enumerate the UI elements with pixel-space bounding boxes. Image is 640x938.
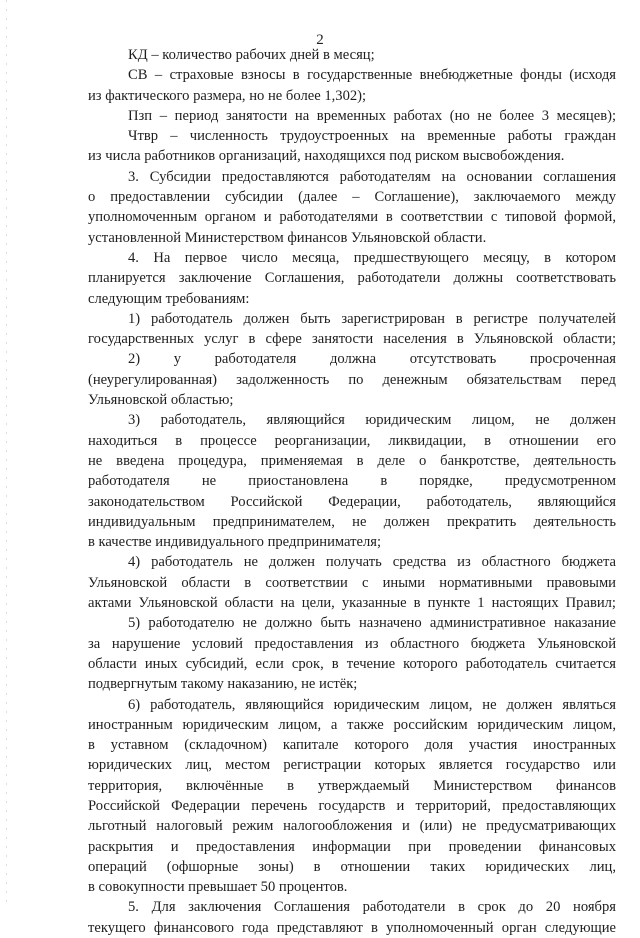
text-line: из фактического размера, но не более 1,302); — [88, 87, 367, 104]
text-line: Чтвр – численность трудоустроенных на временные работы граждан — [128, 128, 616, 145]
text-line: 4. На первое число месяца, предшествующего месяцу, в котором — [128, 249, 616, 266]
text-line: о предоставлении субсидии (далее – Соглашение), заключаемого между — [88, 189, 616, 206]
text-line: законодательством Российской Федерации, работодатель, являющийся — [88, 493, 616, 510]
text-line: 5) работодателю не должно быть назначено административное наказание — [128, 615, 616, 632]
text-line: 3. Субсидии предоставляются работодателям на основании соглашения — [128, 168, 616, 185]
text-line: в качестве индивидуального предпринимателя; — [88, 534, 382, 551]
text-line: операций (офшорные зоны) в отношении таких юридических лиц, — [88, 858, 616, 875]
text-line: КД – количество рабочих дней в месяц; — [128, 47, 375, 63]
text-line: территория, включённые в утверждаемый Министерством финансов — [88, 777, 616, 794]
text-line: 6) работодатель, являющийся юридическим лицом, не должен являться — [128, 696, 616, 713]
text-line: не введена процедура, применяемая в деле о банкротстве, деятельность — [88, 452, 616, 469]
text-line: за нарушение условий предоставления из областного бюджета Ульяновской — [88, 635, 616, 652]
text-line: Пзп – период занятости на временных работах (но не более 3 месяцев); — [128, 107, 616, 124]
text-line: подвергнутым такому наказанию, не истёк; — [88, 676, 358, 693]
text-line: актами Ульяновской области на цели, указанные в пункте 1 настоящих Правил; — [88, 595, 616, 612]
text-line: льготный налоговый режим налогообложения и (или) не предусматривающих — [88, 818, 616, 835]
text-line: работодателя не приостановлена в порядке, предусмотренном — [88, 473, 616, 490]
text-line: уполномоченным органом и работодателями в соответствии с типовой формой, — [88, 209, 616, 226]
text-line: государственных услуг в сфере занятости населения в Ульяновской области; — [88, 331, 616, 348]
text-line: Ульяновской области в соответствии с иными нормативными правовыми — [88, 574, 616, 591]
page-number: 2 — [316, 32, 324, 48]
document-body — [88, 45, 616, 938]
text-line: Ульяновской областью; — [88, 392, 234, 409]
text-line: 2) у работодателя должна отсутствовать просроченная — [128, 351, 616, 368]
text-line: 1) работодатель должен быть зарегистрирован в регистре получателей — [128, 310, 616, 327]
text-line: установленной Министерством финансов Ульяновской области. — [88, 229, 487, 246]
text-line: 3) работодатель, являющийся юридическим лицом, не должен — [128, 412, 616, 429]
text-line: юридических лиц, местом регистрации которых является государство или — [88, 757, 616, 774]
text-line: раскрытия и предоставления информации при проведении финансовых — [88, 838, 616, 855]
text-line: находиться в процессе реорганизации, ликвидации, в отношении его — [88, 432, 616, 449]
text-line: области иных субсидий, если срок, в течение которого работодатель считается — [88, 655, 616, 672]
text-line: следующим требованиям: — [88, 290, 250, 307]
text-line: индивидуальным предпринимателем, не должен прекратить деятельность — [88, 513, 616, 530]
text-line: в совокупности превышает 50 процентов. — [88, 879, 348, 896]
text-line: Российской Федерации перечень государств и территорий, предоставляющих — [88, 797, 616, 814]
text-line: СВ – страховые взносы в государственные внебюджетные фонды (исходя — [128, 67, 616, 84]
text-line: (неурегулированная) задолженность по денежным обязательствам перед — [88, 371, 616, 388]
text-line: из числа работников организаций, находящихся под риском высвобождения. — [88, 148, 565, 165]
text-line: 5. Для заключения Соглашения работодатели в срок до 20 ноября — [128, 899, 616, 916]
text-line: в уставном (складочном) капитале которого доля участия иностранных — [88, 737, 616, 754]
scan-edge-dots — [6, 0, 7, 905]
text-line: иностранным юридическим лицом, а также российским юридическим лицом, — [88, 716, 616, 733]
text-line: планируется заключение Соглашения, работодатели должны соответствовать — [88, 270, 616, 287]
text-line: 4) работодатель не должен получать средства из областного бюджета — [128, 554, 616, 571]
text-line: текущего финансового года представляют в уполномоченный орган следующие — [88, 919, 616, 936]
